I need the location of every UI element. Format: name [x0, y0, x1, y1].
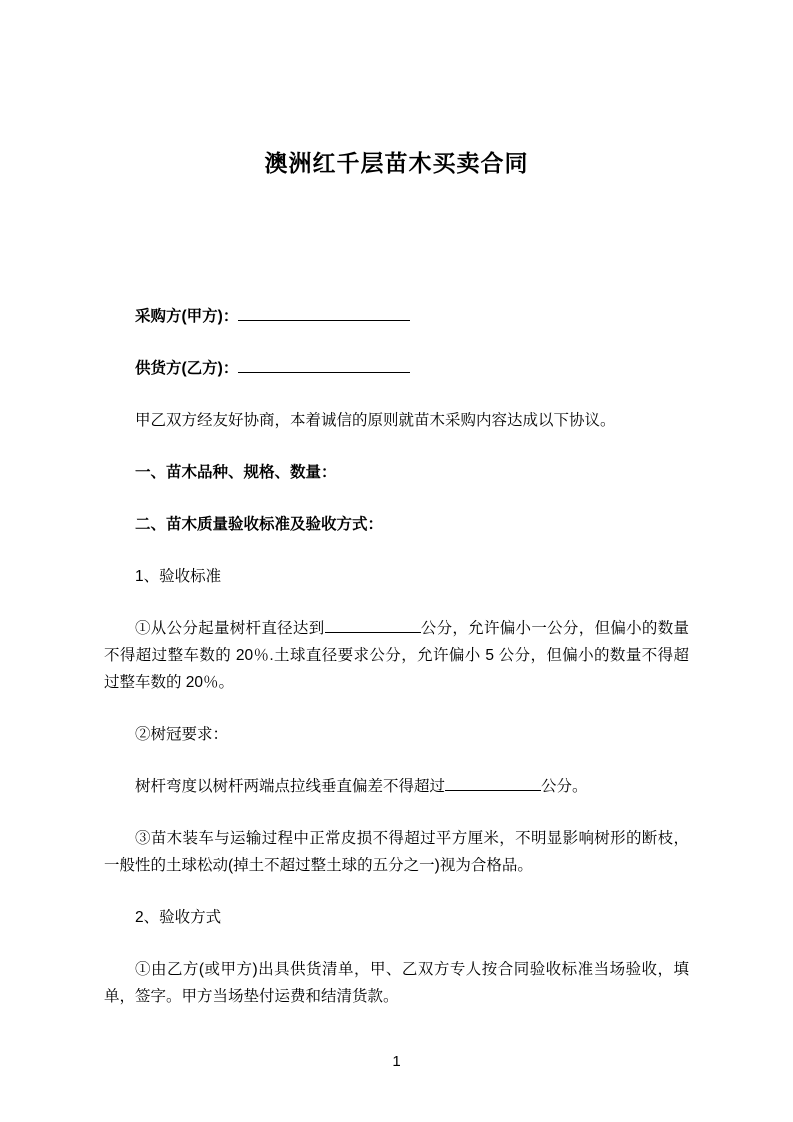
section1-heading: 一、苗木品种、规格、数量： [135, 464, 337, 481]
item1-text-post: 公分，允许偏小一公分，但偏小的数量不得超过整车数的 20％.土球直径要求公分，允许偏小 5 公分，但偏小的数量不得超过整车数的 20％。 [104, 620, 689, 691]
acceptance-method-item1: ①由乙方(或甲方)出具供货清单，甲、乙双方专人按合同验收标准当场验收，填单，签字。甲方当场垫付运费和结清货款。 [104, 961, 689, 1005]
supplier-fill-in-blank [238, 358, 410, 373]
sub1-heading: 1、验收标准 [135, 568, 222, 585]
buyer-field-line [104, 303, 689, 330]
document-title: 澳洲红千层苗木买卖合同 [264, 150, 529, 176]
page-number: 1 [392, 1053, 401, 1070]
item2-text-pre: 树杆弯度以树杆两端点拉线垂直偏差不得超过 [135, 778, 446, 795]
sub2-heading: 2、验收方式 [135, 909, 222, 926]
supplier-label: 供货方(乙方)： [135, 360, 239, 377]
buyer-label: 采购方(甲方)： [135, 308, 239, 325]
section2-heading: 二、苗木质量验收标准及验收方式： [135, 516, 384, 533]
transport-damage-item3: ③苗木装车与运输过程中正常皮损不得超过平方厘米，不明显影响树形的断枝，一般性的土球松动(掉土不超过整土球的五分之一)视为合格品。 [104, 830, 689, 874]
diameter-fill-in-blank [325, 618, 421, 633]
crown-requirement-heading: ②树冠要求： [135, 726, 229, 743]
acceptance-standard-item1 [104, 615, 689, 696]
trunk-bend-line [104, 773, 689, 800]
buyer-fill-in-blank [238, 306, 410, 321]
intro-paragraph: 甲乙双方经友好协商，本着诚信的原则就苗木采购内容达成以下协议。 [135, 412, 616, 429]
bend-tolerance-fill-in-blank [445, 776, 541, 791]
supplier-field-line [104, 355, 689, 382]
item2-text-post: 公分。 [541, 778, 588, 795]
item1-text-pre: ①从公分起量树杆直径达到 [135, 620, 325, 637]
